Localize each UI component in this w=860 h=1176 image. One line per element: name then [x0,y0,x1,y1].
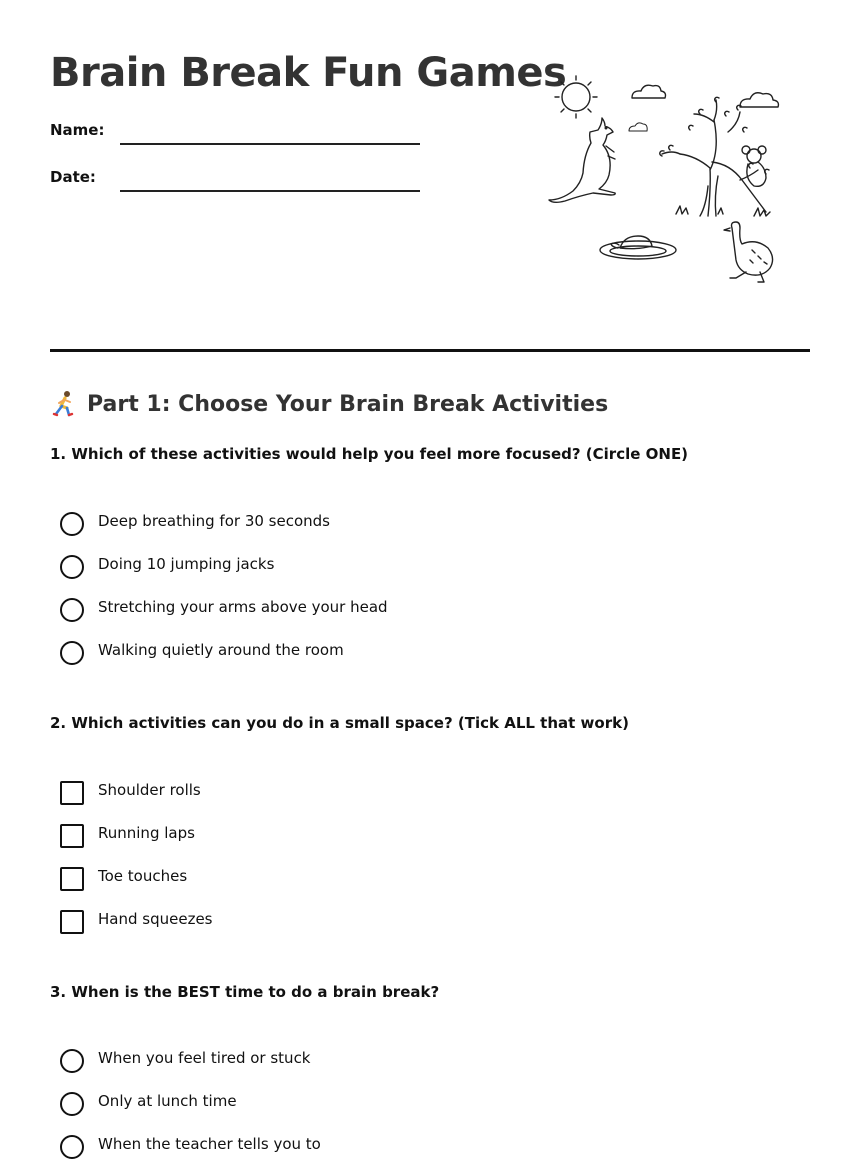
checkbox[interactable] [60,867,84,891]
option-label: Shoulder rolls [98,781,201,799]
checkbox[interactable] [60,824,84,848]
name-field [50,121,430,149]
platypus-icon [600,236,676,259]
part-1-heading [50,390,608,418]
radio-circle[interactable] [60,1049,84,1073]
question-2: 2. Which activities can you do in a small space? (Tick ALL that work) [50,714,629,732]
option-label: Doing 10 jumping jacks [98,555,275,573]
option-label: Only at lunch time [98,1092,237,1110]
gum-tree-icon [660,97,770,216]
checkbox[interactable] [60,781,84,805]
radio-circle[interactable] [60,512,84,536]
name-label: Name: [50,121,105,139]
question-3: 3. When is the BEST time to do a brain break? [50,983,440,1001]
option-label: Stretching your arms above your head [98,598,388,616]
emu-icon [724,222,773,282]
date-field [50,168,430,196]
option-label: Deep breathing for 30 seconds [98,512,330,530]
cloud-icon [629,123,647,131]
name-write-line[interactable] [120,143,420,145]
checkbox[interactable] [60,910,84,934]
option-label: Toe touches [98,867,188,885]
date-write-line[interactable] [120,190,420,192]
option-label: When the teacher tells you to [98,1135,321,1153]
date-label: Date: [50,168,96,186]
option-label: Running laps [98,824,195,842]
radio-circle[interactable] [60,598,84,622]
koala-icon [742,146,766,186]
radio-circle[interactable] [60,1092,84,1116]
part-1-heading-text: Part 1: Choose Your Brain Break Activities [87,391,609,417]
section-divider [50,349,810,352]
radio-circle[interactable] [60,1135,84,1159]
option-label: Hand squeezes [98,910,213,928]
kangaroo-icon [549,118,615,202]
option-label: When you feel tired or stuck [98,1049,311,1067]
person-running-icon [50,390,78,418]
cloud-icon [740,93,778,107]
radio-circle[interactable] [60,555,84,579]
question-1: 1. Which of these activities would help you feel more focused? (Circle ONE) [50,445,689,463]
option-label: Walking quietly around the room [98,641,344,659]
australian-animals-illustration-icon [540,70,800,285]
sun-icon [555,76,597,118]
worksheet-title: Brain Break Fun Games [50,50,567,96]
radio-circle[interactable] [60,641,84,665]
cloud-icon [632,85,666,98]
